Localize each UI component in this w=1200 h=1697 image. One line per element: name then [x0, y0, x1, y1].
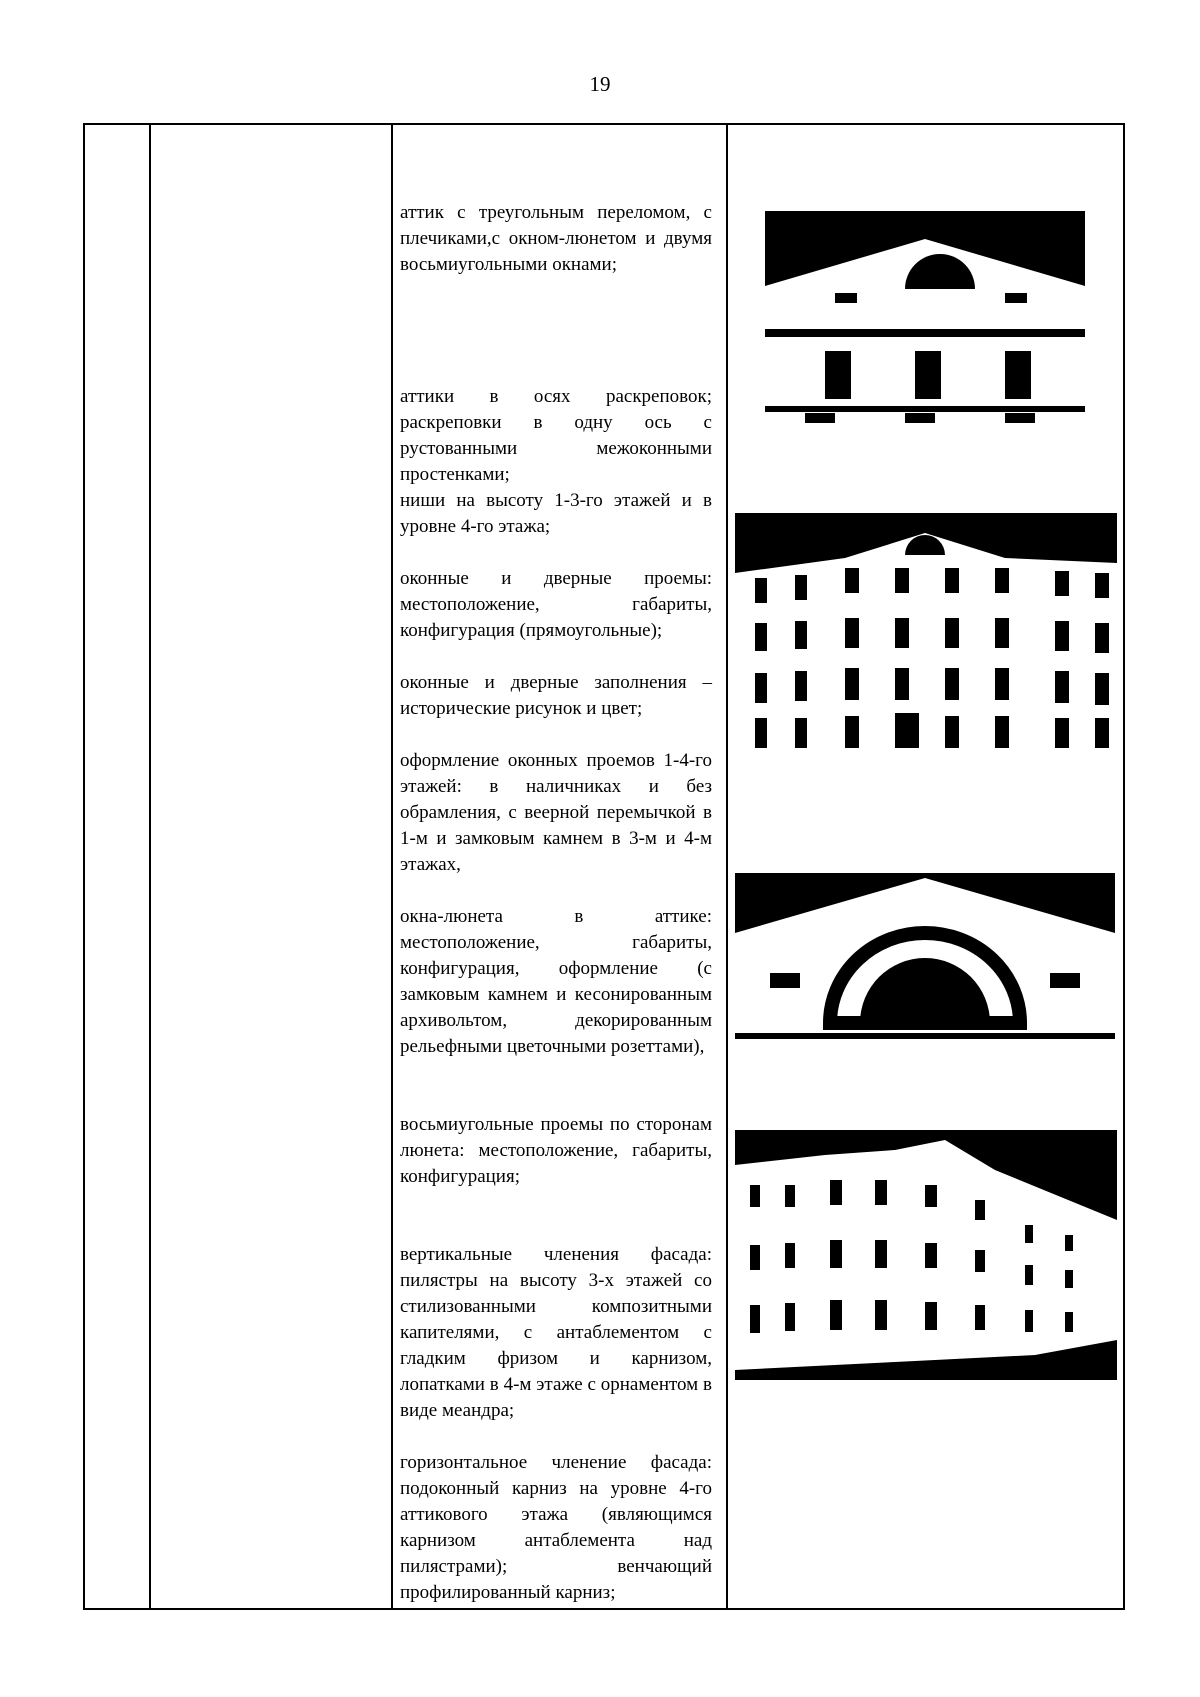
paragraph-openings: оконные и дверные проемы: местоположение, габариты, конфигурация (прямоугольные); [400, 568, 712, 641]
facade-perspective-photo [735, 1130, 1117, 1380]
facade-front-photo [735, 513, 1117, 763]
paragraph-lunette: окна-люнета в аттике: местоположение, габариты, конфигурация, оформление (с замковым камнем и кесонированным архивольтом, декорированным рельефными цветочными розеттами), [400, 906, 712, 1057]
paragraph-attic: аттик с треугольным переломом, с плечиками,с окном-люнетом и двумя восьмиугольными окнами; [400, 202, 712, 275]
paragraph-window-decor: оформление оконных проемов 1-4-го этажей: в наличниках и без обрамления, с веерной перемычкой в 1-м и замковым камнем в 3-м и 4-м этажах, [400, 750, 712, 875]
paragraph-attics-axes: аттики в осях раскреповок; раскреповки в одну ось с рустованными межоконными простенками; [400, 386, 712, 485]
paragraph-niches: ниши на высоту 1-3-го этажей и в уровне 4-го этажа; [400, 490, 712, 537]
paragraph-fillings: оконные и дверные заполнения – исторические рисунок и цвет; [400, 672, 712, 719]
paragraph-horizontal: горизонтальное членение фасада: подоконный карниз на уровне 4-го аттикового этажа (являющимся карнизом антаблемента над пилястрами); венчающий профилированный карниз; [400, 1452, 712, 1603]
paragraph-vertical: вертикальные членения фасада: пилястры на высоту 3-х этажей со стилизованными композитными капителями, с антаблементом с гладким фризом и карнизом, лопатками в 4-м этаже с орнаментом в виде меандра; [400, 1244, 712, 1421]
facade-attic-photo [765, 211, 1085, 426]
lunette-photo [735, 873, 1115, 1053]
page-number: 19 [589, 72, 611, 96]
paragraph-octagonal: восьмиугольные проемы по сторонам люнета: местоположение, габариты, конфигурация; [400, 1114, 712, 1187]
table-cell-object [150, 124, 392, 1609]
table-cell-number [84, 124, 150, 1609]
